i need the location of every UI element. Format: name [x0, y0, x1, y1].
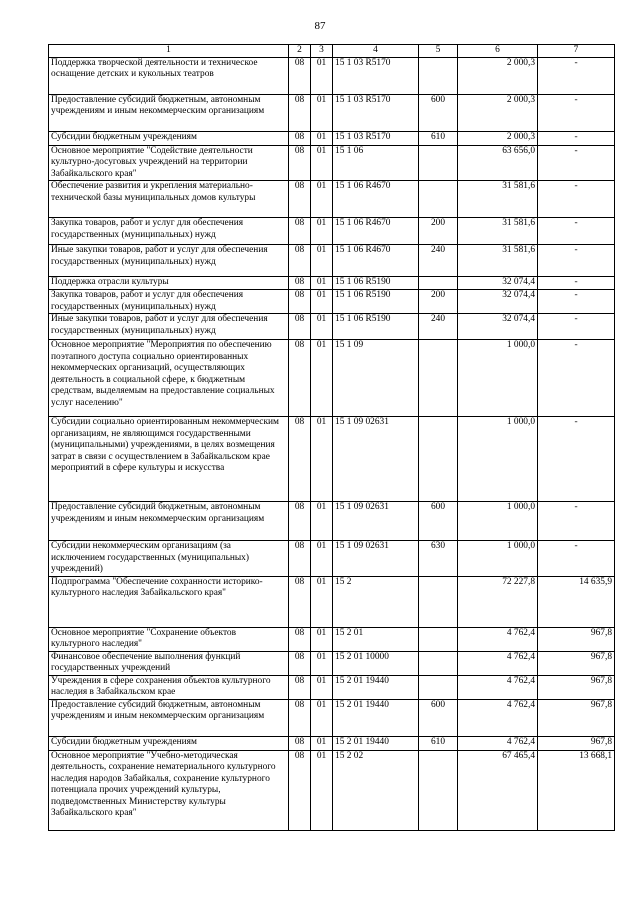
cell-target-code: 15 1 06 R5190: [333, 277, 419, 290]
cell-amount: 32 074,4: [458, 277, 538, 290]
cell-subsection: 01: [311, 750, 333, 830]
cell-name: Иные закупки товаров, работ и услуг для обеспечения государственных (муниципальных) нужд: [49, 245, 289, 277]
table-row: [49, 94, 615, 131]
cell-target-code: 15 1 03 R5170: [333, 94, 419, 131]
table-row: [49, 541, 615, 577]
cell-amount-federal: -: [538, 290, 615, 314]
column-header: 2: [289, 45, 311, 58]
page-number: 87: [314, 20, 326, 32]
cell-subsection: 01: [311, 131, 333, 145]
cell-subsection: 01: [311, 651, 333, 675]
cell-section: 08: [289, 750, 311, 830]
cell-section: 08: [289, 131, 311, 145]
cell-amount-federal: -: [538, 94, 615, 131]
cell-target-code: 15 2 01 19440: [333, 736, 419, 750]
cell-target-code: 15 1 09: [333, 340, 419, 417]
cell-name: Субсидии социально ориентированным некоммерческим организациям, не являющимся государственными (муниципальными) учреждениями, в целях возмещения затрат в связи с осуществлением в Забайкальском крае мероприятий в сфере культуры и искусства: [49, 417, 289, 502]
cell-expense-type: [419, 675, 458, 699]
cell-section: 08: [289, 245, 311, 277]
cell-amount-federal: 967,8: [538, 651, 615, 675]
cell-amount: 1 000,0: [458, 417, 538, 502]
cell-amount: 1 000,0: [458, 541, 538, 577]
cell-name: Субсидии бюджетным учреждениям: [49, 131, 289, 145]
cell-name: Учреждения в сфере сохранения объектов культурного наследия в Забайкальском крае: [49, 675, 289, 699]
cell-section: 08: [289, 576, 311, 627]
cell-name: Иные закупки товаров, работ и услуг для обеспечения государственных (муниципальных) нужд: [49, 314, 289, 340]
table-row: [49, 736, 615, 750]
column-header: 3: [311, 45, 333, 58]
table-row: [49, 218, 615, 245]
table-row: [49, 699, 615, 736]
cell-target-code: 15 2 01: [333, 627, 419, 651]
cell-subsection: 01: [311, 314, 333, 340]
cell-section: 08: [289, 290, 311, 314]
cell-amount: 2 000,3: [458, 94, 538, 131]
table-row: [49, 277, 615, 290]
table-row: [49, 576, 615, 627]
cell-amount: 31 581,6: [458, 181, 538, 218]
table-row: [49, 675, 615, 699]
cell-name: Подпрограмма "Обеспечение сохранности историко-культурного наследия Забайкальского края": [49, 576, 289, 627]
cell-name: Основное мероприятие "Сохранение объектов культурного наследия": [49, 627, 289, 651]
cell-amount: 4 762,4: [458, 699, 538, 736]
cell-target-code: 15 1 06 R4670: [333, 181, 419, 218]
cell-amount-federal: 14 635,9: [538, 576, 615, 627]
table-row: [49, 314, 615, 340]
cell-section: 08: [289, 57, 311, 94]
cell-amount-federal: -: [538, 502, 615, 541]
cell-expense-type: [419, 651, 458, 675]
cell-subsection: 01: [311, 699, 333, 736]
cell-amount-federal: -: [538, 314, 615, 340]
cell-name: Обеспечение развития и укрепления материально-технической базы муниципальных домов культуры: [49, 181, 289, 218]
cell-name: Поддержка отрасли культуры: [49, 277, 289, 290]
cell-amount: 32 074,4: [458, 314, 538, 340]
cell-amount: 4 762,4: [458, 675, 538, 699]
cell-section: 08: [289, 541, 311, 577]
cell-name: Предоставление субсидий бюджетным, автономным учреждениям и иным некоммерческим организациям: [49, 502, 289, 541]
table-row: [49, 502, 615, 541]
cell-target-code: 15 1 06 R4670: [333, 218, 419, 245]
cell-amount-federal: -: [538, 218, 615, 245]
cell-amount: 72 227,8: [458, 576, 538, 627]
cell-target-code: 15 2 01 10000: [333, 651, 419, 675]
cell-expense-type: 600: [419, 94, 458, 131]
cell-target-code: 15 1 06 R4670: [333, 245, 419, 277]
cell-amount: 4 762,4: [458, 736, 538, 750]
cell-amount: 2 000,3: [458, 131, 538, 145]
cell-amount: 31 581,6: [458, 218, 538, 245]
cell-amount: 31 581,6: [458, 245, 538, 277]
cell-target-code: 15 1 09 02631: [333, 502, 419, 541]
table-row: [49, 245, 615, 277]
cell-expense-type: [419, 417, 458, 502]
table-row: [49, 131, 615, 145]
cell-subsection: 01: [311, 290, 333, 314]
cell-amount-federal: -: [538, 145, 615, 181]
cell-amount-federal: -: [538, 417, 615, 502]
cell-amount: 4 762,4: [458, 627, 538, 651]
cell-subsection: 01: [311, 181, 333, 218]
cell-name: Предоставление субсидий бюджетным, автономным учреждениям и иным некоммерческим организациям: [49, 94, 289, 131]
cell-amount-federal: -: [538, 131, 615, 145]
cell-expense-type: [419, 750, 458, 830]
cell-amount-federal: -: [538, 57, 615, 94]
cell-amount: 63 656,0: [458, 145, 538, 181]
cell-subsection: 01: [311, 218, 333, 245]
table-row: [49, 750, 615, 830]
cell-subsection: 01: [311, 627, 333, 651]
cell-section: 08: [289, 627, 311, 651]
cell-expense-type: [419, 181, 458, 218]
cell-expense-type: [419, 145, 458, 181]
cell-section: 08: [289, 675, 311, 699]
table-row: [49, 57, 615, 94]
cell-target-code: 15 2 01 19440: [333, 675, 419, 699]
cell-subsection: 01: [311, 541, 333, 577]
cell-subsection: 01: [311, 417, 333, 502]
cell-subsection: 01: [311, 576, 333, 627]
cell-subsection: 01: [311, 245, 333, 277]
cell-name: Субсидии некоммерческим организациям (за исключением государственных (муниципальных) учреждений): [49, 541, 289, 577]
cell-amount-federal: -: [538, 277, 615, 290]
cell-target-code: 15 1 06: [333, 145, 419, 181]
cell-amount: 4 762,4: [458, 651, 538, 675]
cell-amount-federal: -: [538, 181, 615, 218]
table-row: [49, 651, 615, 675]
cell-expense-type: 240: [419, 245, 458, 277]
cell-name: Поддержка творческой деятельности и техническое оснащение детских и кукольных театров: [49, 57, 289, 94]
cell-expense-type: 240: [419, 314, 458, 340]
cell-amount: 1 000,0: [458, 502, 538, 541]
cell-section: 08: [289, 340, 311, 417]
table-row: [49, 627, 615, 651]
cell-target-code: 15 1 09 02631: [333, 541, 419, 577]
table-row: [49, 290, 615, 314]
cell-target-code: 15 2: [333, 576, 419, 627]
cell-expense-type: [419, 627, 458, 651]
cell-subsection: 01: [311, 502, 333, 541]
column-header: 1: [49, 45, 289, 58]
column-header: 4: [333, 45, 419, 58]
cell-subsection: 01: [311, 340, 333, 417]
cell-subsection: 01: [311, 57, 333, 94]
cell-expense-type: 600: [419, 699, 458, 736]
cell-section: 08: [289, 651, 311, 675]
cell-section: 08: [289, 417, 311, 502]
cell-expense-type: 200: [419, 290, 458, 314]
cell-name: Предоставление субсидий бюджетным, автономным учреждениям и иным некоммерческим организациям: [49, 699, 289, 736]
cell-name: Закупка товаров, работ и услуг для обеспечения государственных (муниципальных) нужд: [49, 218, 289, 245]
cell-amount-federal: -: [538, 541, 615, 577]
cell-section: 08: [289, 699, 311, 736]
cell-amount: 67 465,4: [458, 750, 538, 830]
cell-target-code: 15 1 06 R5190: [333, 314, 419, 340]
cell-amount-federal: 967,8: [538, 627, 615, 651]
cell-amount-federal: 967,8: [538, 736, 615, 750]
cell-amount-federal: -: [538, 340, 615, 417]
cell-amount: 32 074,4: [458, 290, 538, 314]
cell-target-code: 15 1 09 02631: [333, 417, 419, 502]
cell-expense-type: 200: [419, 218, 458, 245]
cell-target-code: 15 1 03 R5170: [333, 131, 419, 145]
cell-section: 08: [289, 736, 311, 750]
budget-table: [48, 44, 615, 831]
cell-amount-federal: 13 668,1: [538, 750, 615, 830]
column-header: 5: [419, 45, 458, 58]
cell-section: 08: [289, 277, 311, 290]
cell-name: Основное мероприятие "Мероприятия по обеспечению поэтапного доступа социально ориентированных некоммерческих организаций, осуществляющих деятельность в социальной сфере, к бюджетным средствам, выделяемым на предоставление социальных услуг населению": [49, 340, 289, 417]
column-header: 6: [458, 45, 538, 58]
cell-name: Субсидии бюджетным учреждениям: [49, 736, 289, 750]
cell-amount: 1 000,0: [458, 340, 538, 417]
cell-subsection: 01: [311, 94, 333, 131]
cell-amount-federal: -: [538, 245, 615, 277]
column-header: 7: [538, 45, 615, 58]
cell-amount-federal: 967,8: [538, 675, 615, 699]
cell-expense-type: 610: [419, 131, 458, 145]
cell-target-code: 15 1 06 R5190: [333, 290, 419, 314]
cell-target-code: 15 2 02: [333, 750, 419, 830]
cell-expense-type: 610: [419, 736, 458, 750]
cell-section: 08: [289, 145, 311, 181]
cell-subsection: 01: [311, 145, 333, 181]
table-row: [49, 417, 615, 502]
cell-expense-type: [419, 277, 458, 290]
cell-expense-type: 630: [419, 541, 458, 577]
cell-name: Финансовое обеспечение выполнения функций государственных учреждений: [49, 651, 289, 675]
cell-section: 08: [289, 314, 311, 340]
table-header-row: [49, 45, 615, 58]
cell-target-code: 15 2 01 19440: [333, 699, 419, 736]
cell-target-code: 15 1 03 R5170: [333, 57, 419, 94]
cell-expense-type: 600: [419, 502, 458, 541]
cell-section: 08: [289, 181, 311, 218]
cell-amount-federal: 967,8: [538, 699, 615, 736]
cell-name: Основное мероприятие "Содействие деятельности культурно-досуговых учреждений на территории Забайкальского края": [49, 145, 289, 181]
cell-expense-type: [419, 57, 458, 94]
cell-expense-type: [419, 340, 458, 417]
cell-amount: 2 000,3: [458, 57, 538, 94]
cell-section: 08: [289, 218, 311, 245]
cell-section: 08: [289, 502, 311, 541]
cell-name: Закупка товаров, работ и услуг для обеспечения государственных (муниципальных) нужд: [49, 290, 289, 314]
cell-expense-type: [419, 576, 458, 627]
table-row: [49, 340, 615, 417]
cell-name: Основное мероприятие "Учебно-методическая деятельность, сохранение нематериального культурного наследия народов Забайкалья, сохранение культурного потенциала прочих учреждений культуры, подведомственных Министерству культуры Забайкальского края": [49, 750, 289, 830]
table-row: [49, 181, 615, 218]
cell-subsection: 01: [311, 675, 333, 699]
cell-subsection: 01: [311, 736, 333, 750]
cell-subsection: 01: [311, 277, 333, 290]
table-row: [49, 145, 615, 181]
cell-section: 08: [289, 94, 311, 131]
